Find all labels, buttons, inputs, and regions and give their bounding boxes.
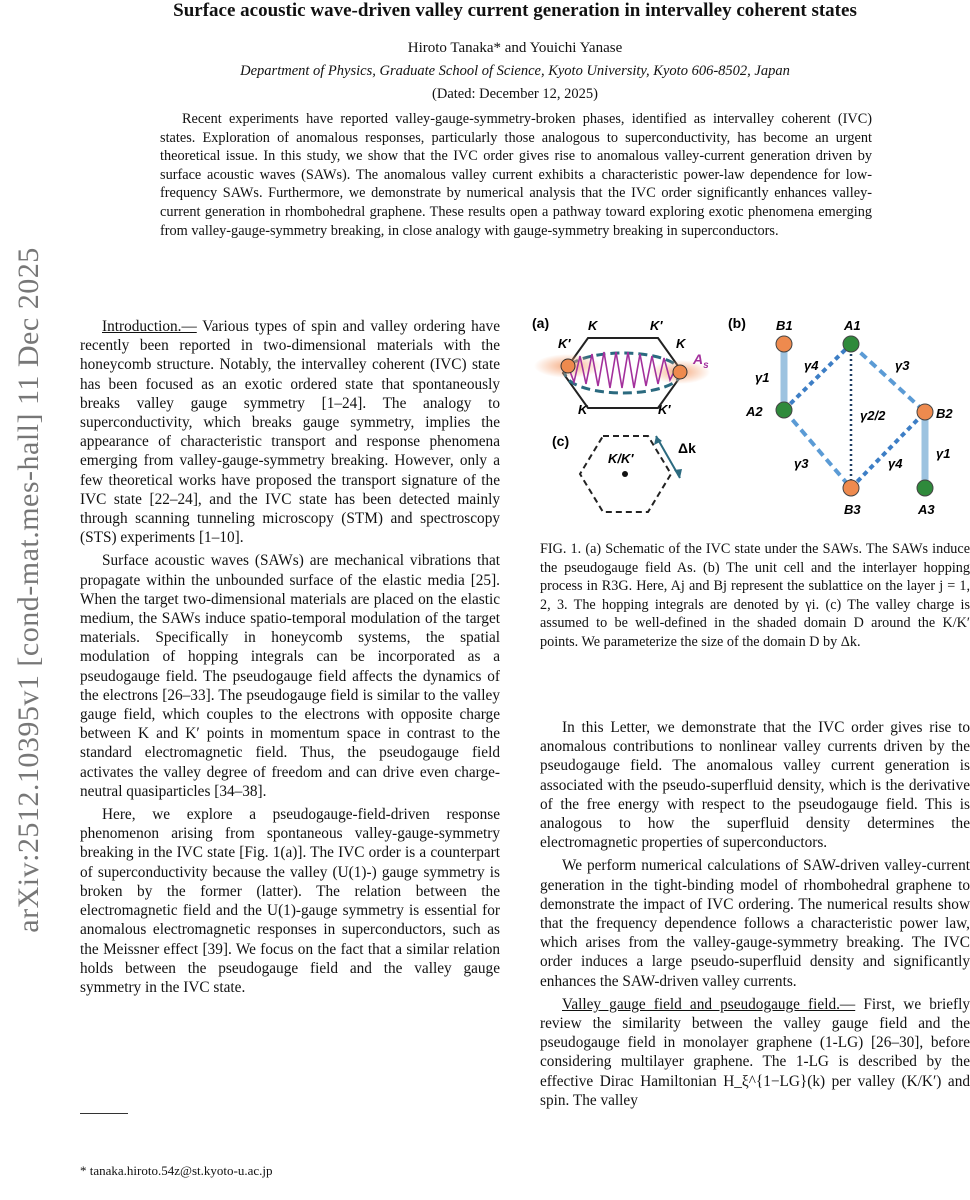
panel-b-label: (b): [728, 315, 746, 331]
label-gamma4-top: γ4: [804, 358, 819, 373]
gamma4-bond-b3-b2: [851, 412, 925, 488]
valley-k-dot: [673, 365, 687, 379]
intro-paragraph-2: Surface acoustic waves (SAWs) are mechanical vibrations that propagate within the unbounded surface of the elastic media [25]. When the target two-dimensional materials are placed on the elastic medium, the SAWs induce spatio-temporal modulation of the target materials. Specifically in honeycomb systems, the spatial modulation of hopping integrals can be incorporated as a pseudogauge field. The pseudogauge field affects the dynamics of the electrons [26–33]. The pseudogauge field is similar to the valley gauge field, which couples to the electrons with opposite charge between K and K′ points in momentum space in contrast to the standard electromagnetic field. Thus, the pseudogauge field activates the valley degree of freedom and can drive even charge-neutral quasiparticles [34–38].: [80, 552, 500, 800]
arxiv-sidebar: [0, 150, 58, 1030]
label-a2: A2: [746, 404, 763, 419]
label-gamma3-top: γ3: [895, 358, 910, 373]
label-gamma1-right: γ1: [936, 446, 951, 461]
intro-heading: Introduction.—: [102, 318, 197, 335]
pseudogauge-label: $A_s$: [693, 351, 709, 371]
label-b2: B2: [936, 406, 953, 421]
gamma3-bond-a2-a1: [784, 344, 851, 410]
k-label-top-left: K: [588, 318, 598, 333]
site-b3: [843, 480, 859, 496]
kp-label-top-right: K′: [650, 318, 663, 333]
panel-a-label: (a): [532, 315, 550, 331]
abstract: Recent experiments have reported valley-gauge-symmetry-broken phases, identified as intervalley coherent (IVC) states. Exploration of anomalous responses, particularly those analogous to superconductivity, has become an urgent theoretical issue. In this study, we show that the IVC order gives rise to anomalous valley-current generation driven by surface acoustic waves (SAWs). The anomalous valley current exhibits a characteristic power-law dependence for low-frequency SAWs. Furthermore, we demonstrate by numerical analysis that the IVC order significantly enhances valley-current generation in rhombohedral graphene. These results open a pathway toward exploring exotic phenomena emerging from valley-gauge-symmetry breaking, in close analogy with gauge-symmetry breaking in superconductors.: [160, 111, 872, 239]
valley-gauge-heading: Valley gauge field and pseudogauge field.—: [562, 995, 856, 1013]
label-gamma4-bottom: γ4: [888, 456, 903, 471]
site-b2: [917, 404, 933, 420]
label-b3: B3: [844, 502, 861, 517]
authors: Hiroto Tanaka* and Youichi Yanase: [407, 40, 623, 56]
site-a3: [917, 480, 933, 496]
label-gamma1-left: γ1: [755, 370, 770, 385]
gamma3-bond-a1-b2: [851, 344, 925, 412]
intro-paragraph-1: Various types of spin and valley ordering have recently been reported in two-dimensional materials with the honeycomb structure. Notably, the intervalley coherent (IVC) state has been focused as an exotic ordered state that spontaneously breaks valley gauge symmetry [1–24]. The analogy to superconductivity, which breaks gauge symmetry, implies the appearance of characteristic transport and response phenomena emerging from valley-gauge-symmetry breaking. However, only a few theoretical works have proposed the transport signature of the IVC state [22–24], and the IVC state has been detected mainly through scanning tunneling microscopy (STM) and spectroscopy (STS) experiments [1–10].: [80, 318, 500, 547]
label-gamma3-bottom: γ3: [794, 456, 809, 471]
kk-label: K/K′: [608, 451, 634, 466]
figure-1: [528, 308, 970, 533]
dated: (Dated: December 12, 2025): [432, 86, 598, 102]
label-a3: A3: [918, 502, 935, 517]
kp-label-left: K′: [558, 336, 571, 351]
kp-label-bottom-right: K′: [658, 402, 671, 417]
arxiv-identifier: arXiv:2512.10395v1 [cond-mat.mes-hall] 11 Dec 2025: [12, 247, 45, 933]
k-label-right: K: [676, 336, 686, 351]
dk-label: Δk: [678, 440, 696, 456]
intro-paragraph-3: Here, we explore a pseudogauge-field-driven response phenomenon arising from spontaneous valley-gauge-symmetry breaking in the IVC state [Fig. 1(a)]. The IVC order is a counterpart of superconductivity because the valley (U(1)-) gauge symmetry is broken by the former (latter). The relation between the electromagnetic field and the U(1)-gauge symmetry is essential for anomalous electromagnetic responses in superconductors, such as the Meissner effect [39]. We focus on the fact that a similar relation holds between the pseudogauge field and the valley gauge symmetry in the IVC state.: [80, 806, 500, 996]
figure-caption: FIG. 1. (a) Schematic of the IVC state under the SAWs. The SAWs induce the pseudogauge field As. (b) The unit cell and the interlayer hopping process in R3G. Here, Aj and Bj represent the sublattice on the layer j = 1, 2, 3. The hopping integrals are denoted by γi. (c) The valley charge is assumed to be well-defined in the shaded domain D around the K/K′ points. We parameterize the size of the domain D by Δk.: [540, 541, 970, 650]
footnote-email: * tanaka.hiroto.54z@st.kyoto-u.ac.jp: [80, 1163, 273, 1178]
affiliation: Department of Physics, Graduate School of Science, Kyoto University, Kyoto 606-8502, Japan: [240, 63, 790, 79]
right-paragraph-2: We perform numerical calculations of SAW-driven valley-current generation in the tight-binding model of rhombohedral graphene to demonstrate the impact of IVC ordering. The numerical results show that the frequency dependence follows a characteristic power law, which arises from the valley-gauge-symmetry breaking. The IVC order induces a large pseudo-superfluid density and significantly enhances the SAW-driven valley currents.: [540, 857, 970, 990]
right-paragraph-3: First, we briefly review the similarity between the valley gauge field and the pseudogauge field in monolayer graphene (1-LG) [26–30], before considering multilayer graphene. The 1-LG is described by the effective Dirac Hamiltonian H_ξ^{1−LG}(k) per valley (K/K′) and spin. The valley: [540, 995, 970, 1109]
kk-center-dot: [622, 471, 628, 477]
paper-title: Surface acoustic wave-driven valley current generation in intervalley coherent states: [173, 0, 857, 21]
panel-c-label: (c): [552, 433, 570, 449]
label-b1: B1: [776, 318, 793, 333]
footnote-rule: [80, 1113, 128, 1114]
label-a1: A1: [844, 318, 861, 333]
dk-arrowhead-down: [674, 469, 682, 478]
site-a2: [776, 402, 792, 418]
right-paragraph-1: In this Letter, we demonstrate that the IVC order gives rise to anomalous contributions to nonlinear valley currents driven by the pseudogauge field. The anomalous valley current generation is associated with the pseudo-superfluid density, which is the derivative of the free energy with respect to the pseudogauge field. This is analogous to how the superfluid density determines the electromagnetic properties of superconductors.: [540, 719, 970, 852]
label-gamma2: γ2/2: [860, 408, 886, 423]
valley-kp-dot: [561, 359, 575, 373]
site-a1: [843, 336, 859, 352]
left-column: [80, 317, 500, 1001]
right-column: [540, 718, 970, 1114]
k-label-bottom-left: K: [578, 402, 588, 417]
site-b1: [776, 336, 792, 352]
gamma3-bond-a2-b3: [784, 410, 851, 488]
